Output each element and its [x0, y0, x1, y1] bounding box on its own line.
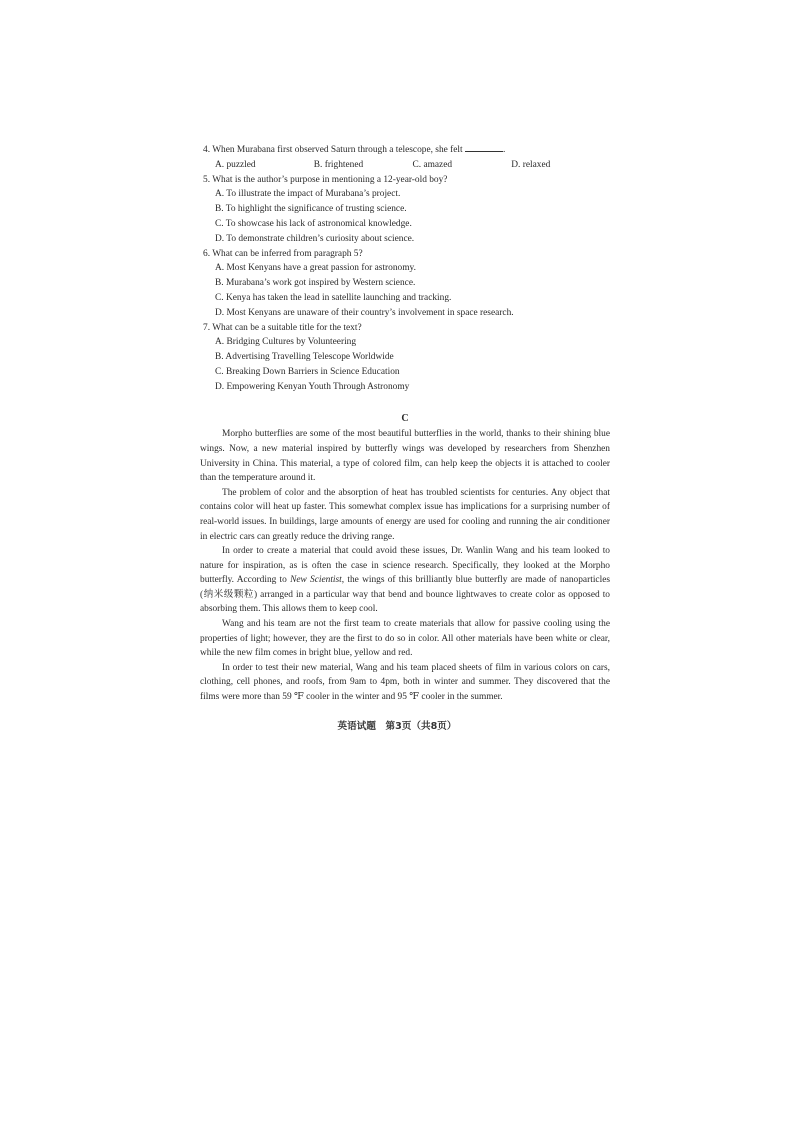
question-options: [200, 158, 610, 173]
option-b: B. frightened: [313, 159, 364, 170]
option-c: C. amazed: [412, 159, 453, 170]
option-a: A. To illustrate the impact of Murabana’s project.: [215, 189, 401, 200]
option-b: B. To highlight the significance of trusting science.: [215, 204, 407, 215]
option-c: C. Breaking Down Barriers in Science Education: [215, 366, 400, 377]
passage-paragraph-2: The problem of color and the absorption of heat has troubled scientists for centuries. Any object that contains color will heat up faster. This somewhat complex issue has implications for a surprising number of real-world issues. In buildings, large amounts of energy are used for cooling and running the air conditioner in electric cars can greatly reduce the driving range.: [200, 487, 610, 542]
passage-paragraph-4: Wang and his team are not the first team to create materials that allow for passive cooling using the properties of light; however, they are the first to do so in color. All other materials have been white or clear, while the new film comes in bright blue, yellow and red.: [200, 619, 610, 659]
passage-paragraph-3: In order to create a material that could avoid these issues, Dr. Wanlin Wang and his team looked to nature for inspiration, as is often the case in science research. Specifically, they looked at the Morpho butterfly. According to New Scientist, the wings of this brilliantly blue butterfly are made of nanoparticles (纳米级颗粒) arranged in a particular way that bend and bounce lightwaves to create color as opposed to absorbing them. This allows them to keep cool.: [200, 546, 611, 615]
option-d: D. To demonstrate children’s curiosity about science.: [215, 233, 415, 244]
question-4: [200, 142, 610, 173]
page-content: [200, 142, 610, 705]
option-c: C. To showcase his lack of astronomical knowledge.: [215, 218, 412, 229]
answer-blank: [465, 142, 503, 152]
option-d: D. Most Kenyans are unaware of their country’s involvement in space research.: [215, 307, 514, 318]
option-b: B. Murabana’s work got inspired by Western science.: [215, 278, 416, 289]
option-a: A. Most Kenyans have a great passion for astronomy.: [215, 263, 416, 274]
option-a: A. puzzled: [215, 159, 256, 170]
question-7: [200, 321, 610, 395]
option-d: D. relaxed: [511, 159, 551, 170]
question-stem: 4. When Murabana first observed Saturn through a telescope, she felt .: [200, 142, 610, 158]
option-c: C. Kenya has taken the lead in satellite launching and tracking.: [215, 292, 452, 303]
page-footer: 英语试题 第3页（共8页）: [337, 721, 457, 732]
option-a: A. Bridging Cultures by Volunteering: [215, 337, 357, 348]
source-title: New Scientist: [290, 575, 342, 586]
option-d: D. Empowering Kenyan Youth Through Astronomy: [215, 381, 410, 392]
section-title: C: [401, 412, 409, 424]
question-5: [200, 173, 610, 247]
question-stem: 5. What is the author’s purpose in mentioning a 12-year-old boy?: [203, 174, 448, 185]
question-stem: 6. What can be inferred from paragraph 5?: [203, 248, 363, 259]
passage-paragraph-5: In order to test their new material, Wang and his team placed sheets of film in various colors on cars, clothing, cell phones, and roofs, from 9am to 4pm, both in winter and summer. They discovered that the films were more than 59 ℉ cooler in the winter and 95 ℉ cooler in the summer.: [200, 662, 610, 703]
passage-paragraph-1: Morpho butterflies are some of the most beautiful butterflies in the world, thanks to their shining blue wings. Now, a new material inspired by butterfly wings was developed by researchers from Shenzhen University in China. This material, a type of colored film, can help keep the objects it is attached to cooler than the temperature around it.: [200, 429, 610, 484]
question-6: [200, 247, 610, 321]
option-b: B. Advertising Travelling Telescope Worldwide: [215, 352, 394, 363]
question-stem: 7. What can be a suitable title for the text?: [203, 322, 362, 333]
